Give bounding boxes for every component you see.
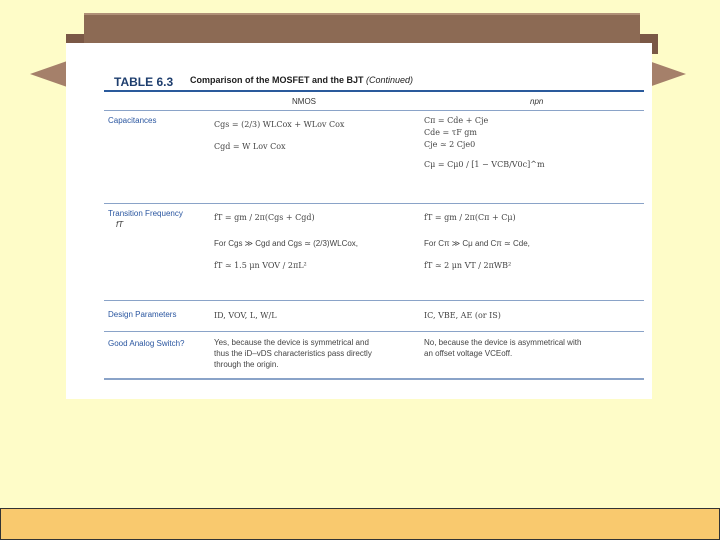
switch-npn [424, 337, 581, 359]
cmu-formula: Cμ = Cμ0 / [1 − VCB/V0c]^m [424, 160, 545, 169]
cgd-formula: Cgd = W Lov Cox [214, 142, 286, 151]
switch-nmos [214, 337, 372, 370]
row-analog-switch [104, 332, 644, 380]
transition-npn [424, 212, 530, 272]
row-transition-frequency [104, 204, 644, 301]
right-ribbon-wing [646, 60, 686, 88]
scanned-table-image [66, 43, 652, 399]
design-npn: IC, VBE, AE (or IS) [424, 311, 501, 320]
switch-nmos-line-3: through the origin. [214, 360, 279, 369]
switch-npn-line-2: an offset voltage VCEoff. [424, 349, 513, 358]
design-nmos: ID, VOV, L, W/L [214, 311, 277, 320]
column-header-nmos: NMOS [292, 97, 316, 106]
ft-condition-nmos: For Cgs ≫ Cgd and Cgs ≃ (2/3)WLCox, [214, 239, 359, 248]
switch-nmos-line-1: Yes, because the device is symmetrical and [214, 338, 369, 347]
ft-condition-npn: For Cπ ≫ Cμ and Cπ ≃ Cde, [424, 239, 530, 248]
row-design-parameters [104, 301, 644, 332]
table-title-row [104, 70, 644, 92]
capacitances-nmos [214, 119, 344, 153]
switch-nmos-line-2: thus the iD–vDS characteristics pass directly [214, 349, 372, 358]
column-header-row [104, 92, 644, 111]
row-label-analog-switch: Good Analog Switch? [108, 339, 185, 348]
cpi-formula: Cπ = Cde + Cje [424, 116, 489, 125]
ft-approx-npn: fT ≃ 2 μn VT / 2πWB² [424, 261, 512, 270]
column-header-npn: npn [530, 97, 544, 106]
ft-formula-npn: fT = gm / 2π(Cπ + Cμ) [424, 213, 516, 222]
switch-npn-line-1: No, because the device is asymmetrical with [424, 338, 582, 347]
row-capacitances [104, 111, 644, 204]
comparison-table [104, 70, 644, 380]
row-label-transition-frequency: Transition Frequency fT [108, 209, 183, 229]
footer-bar [0, 508, 720, 540]
capacitances-npn [424, 115, 545, 171]
row-label-capacitances: Capacitances [108, 116, 157, 125]
cje-formula: Cje ≃ 2 Cje0 [424, 140, 476, 149]
row-label-design-parameters: Design Parameters [108, 310, 177, 319]
table-caption: Comparison of the MOSFET and the BJT (Continued) [190, 75, 414, 85]
ft-formula-nmos: fT = gm / 2π(Cgs + Cgd) [214, 213, 315, 222]
left-ribbon-wing [30, 60, 70, 88]
transition-nmos [214, 212, 358, 272]
cde-formula: Cde = τF gm [424, 128, 477, 137]
table-number: TABLE 6.3 [114, 75, 174, 89]
cgs-formula: Cgs = (2/3) WLCox + WLov Cox [214, 120, 345, 129]
ft-approx-nmos: fT ≃ 1.5 μn VOV / 2πL² [214, 261, 307, 270]
